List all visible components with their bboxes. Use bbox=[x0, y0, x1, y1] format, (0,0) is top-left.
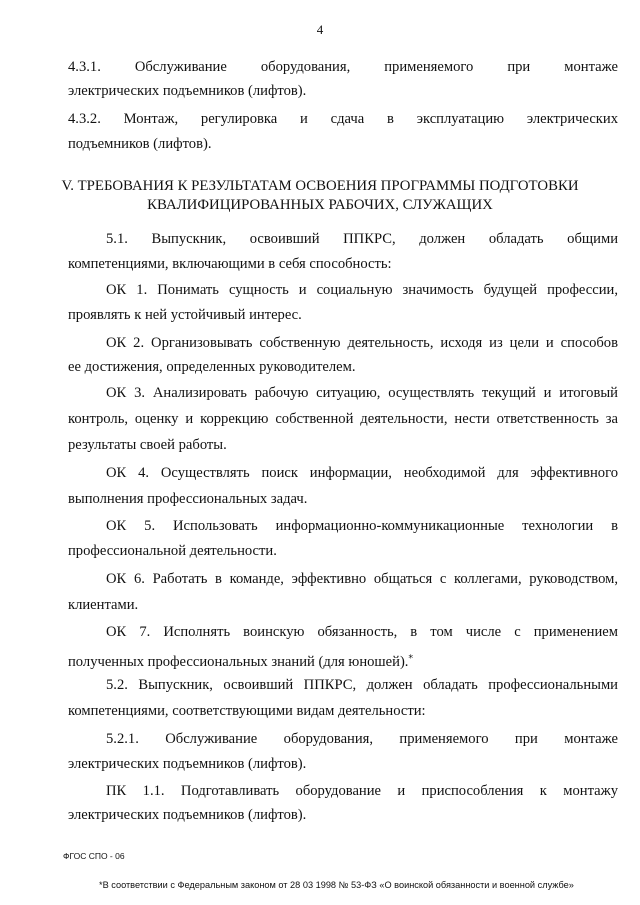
ok-7-line-2 bbox=[68, 648, 413, 671]
ok-2-line-2: ее достижения, определенных руководителем. bbox=[68, 359, 356, 375]
document-code: ФГОС СПО - 06 bbox=[63, 851, 125, 861]
pk-1-1-line-1: ПК 1.1. Подготавливать оборудование и приспособления к монтажу bbox=[106, 783, 618, 799]
section-heading-line-2: КВАЛИФИЦИРОВАННЫХ РАБОЧИХ, СЛУЖАЩИХ bbox=[147, 197, 493, 213]
paragraph-4-3-2-line-1: 4.3.2. Монтаж, регулировка и сдача в эксплуатацию электрических bbox=[68, 111, 618, 127]
footnote-marker: ⁎ bbox=[408, 650, 413, 660]
paragraph-4-3-2-line-2: подъемников (лифтов). bbox=[68, 136, 212, 152]
ok-7-line-2-text: полученных профессиональных знаний (для юношей). bbox=[68, 653, 409, 670]
ok-3-line-2: контроль, оценку и коррекцию собственной деятельности, нести ответственность за bbox=[68, 411, 618, 427]
ok-3-line-1: ОК 3. Анализировать рабочую ситуацию, осуществлять текущий и итоговый bbox=[106, 385, 618, 401]
ok-5-line-1: ОК 5. Использовать информационно-коммуникационные технологии в bbox=[106, 518, 618, 534]
paragraph-4-3-1-line-1: 4.3.1. Обслуживание оборудования, применяемого при монтаже bbox=[68, 59, 618, 75]
paragraph-5-1-line-2: компетенциями, включающими в себя способность: bbox=[68, 256, 392, 272]
ok-1-line-2: проявлять к ней устойчивый интерес. bbox=[68, 307, 302, 323]
ok-3-line-3: результаты своей работы. bbox=[68, 437, 227, 453]
paragraph-5-1-line-1: 5.1. Выпускник, освоивший ППКРС, должен обладать общими bbox=[106, 231, 618, 247]
ok-7-line-1: ОК 7. Исполнять воинскую обязанность, в том числе с применением bbox=[106, 624, 618, 640]
page-number: 4 bbox=[316, 22, 324, 37]
ok-1-line-1: ОК 1. Понимать сущность и социальную значимость будущей профессии, bbox=[106, 282, 618, 298]
footnote-text: *В соответствии с Федеральным законом от 28 03 1998 № 53-ФЗ «О воинской обязанности и военной службе» bbox=[99, 880, 574, 890]
section-heading-line-1: V. ТРЕБОВАНИЯ К РЕЗУЛЬТАТАМ ОСВОЕНИЯ ПРОГРАММЫ ПОДГОТОВКИ bbox=[61, 178, 579, 194]
ok-6-line-1: ОК 6. Работать в команде, эффективно общаться с коллегами, руководством, bbox=[106, 571, 618, 587]
paragraph-5-2-1-line-2: электрических подъемников (лифтов). bbox=[68, 756, 307, 772]
paragraph-5-2-line-2: компетенциями, соответствующими видам деятельности: bbox=[68, 703, 426, 719]
ok-4-line-2: выполнения профессиональных задач. bbox=[68, 491, 308, 507]
paragraph-5-2-1-line-1: 5.2.1. Обслуживание оборудования, применяемого при монтаже bbox=[106, 731, 618, 747]
ok-2-line-1: ОК 2. Организовывать собственную деятельность, исходя из цели и способов bbox=[106, 335, 618, 351]
paragraph-4-3-1-line-2: электрических подъемников (лифтов). bbox=[68, 83, 307, 99]
ok-4-line-1: ОК 4. Осуществлять поиск информации, необходимой для эффективного bbox=[106, 465, 618, 481]
ok-6-line-2: клиентами. bbox=[68, 597, 139, 613]
pk-1-1-line-2: электрических подъемников (лифтов). bbox=[68, 807, 307, 823]
paragraph-5-2-line-1: 5.2. Выпускник, освоивший ППКРС, должен обладать профессиональными bbox=[106, 677, 618, 693]
ok-5-line-2: профессиональной деятельности. bbox=[68, 543, 277, 559]
